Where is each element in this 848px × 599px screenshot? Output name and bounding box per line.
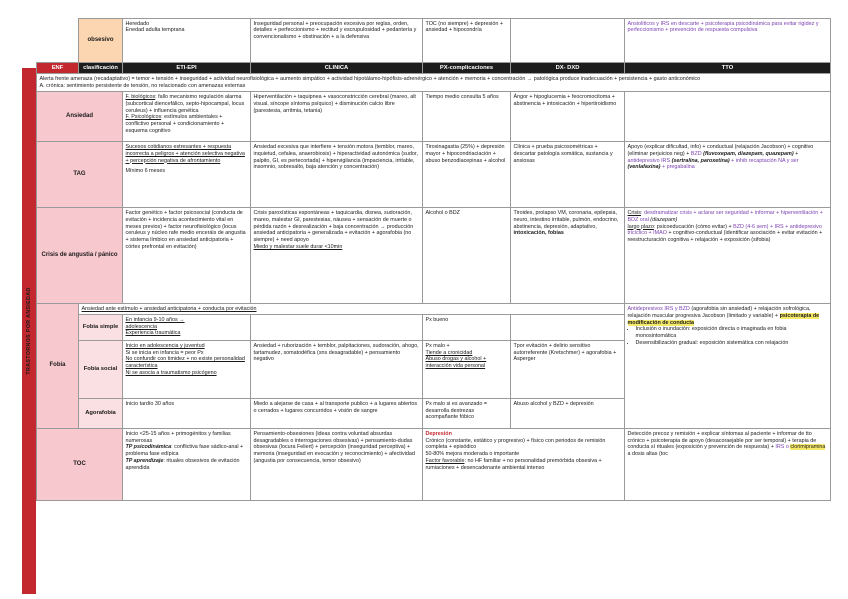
etiology-line: incorrecta a peligros + atención selectiva negativa + percepción negativa de afrontamiento (125, 150, 245, 164)
treatment-list-item: • Desensibilización gradual: exposición sistemática con relajación (636, 340, 828, 347)
treatment-title: Crisis (627, 209, 641, 216)
differential-obsesivo (511, 19, 625, 63)
complications-text: Tiende a cronicidad (425, 349, 473, 356)
treatment-text: Apoyo (explicar dificultad, info) + conductual (relajación Jacobson) + cognitivo (eliminar perjuicios neg) + (627, 143, 814, 157)
etiology-ansiedad (123, 92, 251, 142)
clinical-crisis (251, 208, 423, 304)
clinical-fobia-simple (251, 315, 423, 341)
treatment-drug-names: (venlafaxina) (627, 164, 661, 171)
treatment-drug: antidepresivo IRS (627, 157, 671, 164)
etiology-toc (123, 429, 251, 501)
row-ansiedad (37, 92, 831, 142)
etiology-line: Heredado (125, 20, 150, 27)
etiology-text: : fallo mecanismo regulación alarma (subcortical diencefálico, septo-hipocampal, locus ceruleus) + influencia genética (125, 93, 245, 114)
clinical-agorafobia: Miedo a alejarse de casa + al transporte publico + a lugares abiertos o cerrados + lugares concurridos + visión de sangre (251, 399, 423, 429)
etiology-duration: Mínimo 6 meses (125, 168, 166, 175)
treatment-text: + cognitivo-conductual (identificar asociación + evitar evitación + reestructuración cognitiva + relajación + exposición (sifobia) (627, 230, 823, 244)
complications-text: 50-80% mejora moderada o importante (425, 451, 520, 458)
header-tratamiento: TTO (625, 63, 831, 74)
label-fobia-simple: Fobia simple (79, 315, 123, 341)
intro-line-1: Alerta frente amenaza (recadaptativo) = temor + tensión + inseguridad + actividad neurofisiológica + aumento simpático + actividad hipotálamo-hipófisis-adrenérgico + atención + memoria + concentración → patológica produce inadecuación + persistencia + gasto anticonómico (39, 75, 701, 82)
treatment-drug: pregabalina (666, 164, 695, 171)
row-crisis (37, 208, 831, 304)
treatment-toc (625, 429, 831, 501)
treatment-text: a dosis altas (toc (627, 451, 668, 458)
treatment-obsesivo: Ansiolíticos y IRS en descarte + psicoterapia psicodinámica para evitar rigidez y perfeccionismo + prevención de respuesta compulsiva (625, 19, 831, 63)
treatment-drug: IRS o (775, 444, 791, 451)
etiology-line: Inicio en adolescencia y juventud (125, 342, 205, 349)
differential-crisis (511, 208, 625, 304)
treatment-drug: BZD (679, 305, 690, 312)
etiology-line: adolescencia (125, 323, 157, 330)
treatment-ansiedad (625, 92, 831, 142)
complications-fobia-simple: Px bueno (423, 315, 511, 341)
treatment-title: largo plazo (627, 223, 654, 230)
treatment-drug-names: (sertralina, paroxetina) (671, 157, 730, 164)
treatment-text: seguridad + informar + hiperventilación (725, 209, 819, 216)
etiology-line: Ni se asocia a traumatismo psicógeno (125, 370, 217, 377)
treatment-drug: BDZ oral (627, 216, 649, 223)
treatment-text: Detección precoz y remisión + explicar síntomas al paciente + informar de tto crónico + psicoterapia de apoyo (desacoraejable por ser temporal) + terapia de conducta sí rituales (exposición y prevención de respuesta) + (627, 430, 817, 451)
header-etiologia: ETI-EPI (123, 63, 251, 74)
complications-title: Factor favorable (425, 458, 465, 465)
treatment-drug: inhib recaptación NA y ser (735, 157, 799, 164)
complications-tag: Tiroxinagastia (25%) + depresión mayor + hipocondriaciación + abuso benzodiacepinas + alcohol (423, 142, 511, 208)
fobia-intro (79, 304, 625, 315)
clinical-duration: Miedo y malestar suele durar <10min (253, 244, 343, 251)
etiology-line: Si se inicia en infancia = peor Px (125, 349, 204, 356)
etiology-title: TP aprendizaje (125, 458, 164, 465)
complications-toc (423, 429, 625, 501)
label-agorafobia: Agorafobia (79, 399, 123, 429)
label-tag: TAG (37, 142, 123, 208)
etiology-crisis: Factor genético + factor psicosocial (conducta de evitación + incidencia acontecimiento vital en meses previos) + factor neurofisiológico (locus ceruleus y núcleo rafe medio enceráis de angustia + sistema límbico en ansiedad anticipatoria + córtex prefrontal en evitación) (123, 208, 251, 304)
row-intro (37, 74, 831, 92)
etiology-title: TP psicodinámica (125, 444, 172, 451)
etiology-fobia-simple (123, 315, 251, 341)
label-crisis: Crisis de angustia / pánico (37, 208, 123, 304)
differential-tag: Clínica + prueba psicosométricas + descartar patología somática, sustancia y ansiosas (511, 142, 625, 208)
complications-highlight: Depresión (425, 430, 452, 437)
treatment-text: + (660, 164, 667, 171)
header-diagnostico: DX- DXD (511, 63, 625, 74)
header-clinica: CLINICA (251, 63, 423, 74)
differential-fobia-simple (511, 315, 625, 341)
etiology-line: No confundir con timidez + no existe personalidad característica (125, 356, 245, 370)
class-obsesivo: obsesivo (79, 19, 123, 63)
treatment-text: : desdramatizar crisis + aclarar ser (640, 209, 724, 216)
complications-text: Crónico (constante, estático y progresivo) + físico con periodos de remisión completa + episódico (425, 437, 606, 451)
intro-line-2: A. crónica: sentimiento persistente de tensión, no relacionado con amenazas externas (39, 82, 246, 89)
etiology-line: Sucesos cotidianos estresantes + respuesta (125, 143, 232, 150)
treatment-crisis (625, 208, 831, 304)
etiology-tag (123, 142, 251, 208)
clinical-toc: Pensamiento-obsesiones (ideas contra voluntad absurdas desagradables o interrogaciones obsesivas) + pensamiento-dudas obsesivas (locura Feliert) + percepción (inseguridad perceptiva) + memoria (inseguridad en evocación y reconocimiento) + afectividad (angustia por consecuencia, temor obsesivo) (251, 429, 423, 501)
treatment-drug: + antidepresivo tricíclico + IMAO (627, 223, 822, 237)
complications-text: : no HF familiar + no personalidad premórbida obsesiva + rumiaciones + desencadenante ambiental intenso (425, 458, 602, 472)
differential-text-bold: intoxicación, fobias (513, 230, 564, 237)
treatment-fobia (625, 304, 831, 429)
differential-ansiedad: Ángor + hipoglucemia + feocromocitoma + abstinencia + intoxicación + hipertiroidismo (511, 92, 625, 142)
complications-agorafobia: Px malo si es avanzado = desarrolla destrezas acompañante fóbico (423, 399, 511, 429)
treatment-drug: BZD (4-6 sem) (733, 223, 769, 230)
complications-ansiedad: Tiempo medio consulta 5 años (423, 92, 511, 142)
etiology-line: En infancia 9-10 años → (125, 316, 185, 323)
differential-fobia-social: Tpor evitación + delirio sensitivo autorreferente (Kretschmer) + agorafobia + Asperger (511, 341, 625, 399)
etiology-text: : rituales obsesivos de evitación aprendida (125, 458, 240, 472)
complications-crisis: Alcohol o BDZ (423, 208, 511, 304)
fobia-intro-text: Ansiedad ante estímulo + ansiedad anticipatoria + conducta por evitación (81, 305, 257, 312)
treatment-text: (agorafobia sin ansiedad) + relajación sofrológica, relajación muscular progresiva Jacobson (limitado y variable) + (627, 305, 811, 319)
complications-fobia-social (423, 341, 511, 399)
header-row (37, 63, 831, 74)
row-fobia-intro (37, 304, 831, 315)
etiology-line: Enedad adulta temprana (125, 27, 185, 34)
header-enf: ENF (37, 63, 79, 74)
clinical-ansiedad: Hiperventilación + taquipnea + vasoconstricción cerebral (mareo, alt visual, síncope síntoma psíquico) + disminución calcio libre (parestesia, arritmia, tetania) (251, 92, 423, 142)
treatment-text: + (729, 157, 736, 164)
clinical-text: Crisis paroxísticas espontáneas + taquicardia, disnea, sudoración, mareo, malestar GI, parestesias, náusea + sensación de muerte o pérdida razón + desrealización + baja concentración → producción ansiedad anticipatoria + generalizada + evitación + agorafobia (no siempre) + need apoyo (253, 209, 414, 244)
header-clasificacion: clasificación (79, 63, 123, 74)
etiology-text: Inicio <25-15 años + primogénitos y familias numerosas (125, 430, 231, 444)
treatment-drug-names: (diazepam) (650, 216, 678, 223)
etiology-fobia-social (123, 341, 251, 399)
clinical-obsesivo: Inseguridad personal + preocupación excesiva por reglas, orden, detalles + perfeccionismo + rectitud y escrupulosidad + pedantería y convencionalismo + obstinación + a la defensiva (251, 19, 423, 63)
etiology-title: F. biológicos (125, 93, 156, 100)
notes-table (36, 18, 831, 501)
label-ansiedad: Ansiedad (37, 92, 123, 142)
treatment-highlight: psicoterapia de modificación de conducta (627, 312, 820, 326)
row-obsesivo (37, 19, 831, 63)
treatment-drug: BZD (690, 150, 702, 157)
intro-text (37, 74, 831, 92)
treatment-drug: Antidepresivos IRS y (627, 305, 680, 312)
sidebar-label: TRASTORNOS POR ANSIEDAD (26, 287, 32, 375)
row-toc (37, 429, 831, 501)
treatment-drug-names: (fluvoxepam, diazepam, quazepam) (703, 150, 794, 157)
treatment-drug: + IRS (768, 223, 784, 230)
differential-text: Tiroides, prolapso VM, coronaria, epilepsia, neuro, intestino irritable, pulmón, endocrino, abstinencia, depresión, adaptativo, (513, 209, 619, 230)
row-tag (37, 142, 831, 208)
complications-text: Abuso drogas y alcohol + interacción vida personal (425, 356, 487, 370)
label-fobia-social: Fobia social (79, 341, 123, 399)
differential-agorafobia: Abuso alcohol y BZD + depresión (511, 399, 625, 429)
complications-text: Px malo + (425, 342, 450, 349)
clinical-tag: Ansiedad excesiva que interfiere + tensión motora (temblor, mareo, inquietud, cefalea, anaerobiosis) + hiperactividad autonómica (sudor, palpito, GI, es pertecortada) + hipervigilancia (impaciencia, irritable, insomnio, sobresalto, baja atención y concentración) (251, 142, 423, 208)
etiology-title: F. Psicológicos (125, 114, 162, 121)
label-fobia: Fobia (37, 304, 79, 429)
treatment-text: + (793, 150, 799, 157)
label-toc: TOC (37, 429, 123, 501)
etiology-line: Experiencia traumática (125, 330, 181, 337)
treatment-text: : psicoeducación (cómo evitar) + (653, 223, 734, 230)
sidebar-category (22, 68, 36, 594)
etiology-agorafobia: Inicio tardío 30 años (123, 399, 251, 429)
treatment-list (628, 326, 828, 347)
treatment-list-item: • Inclusión o inundación: exposición directa o imaginada en fobia monosintomática (636, 326, 828, 340)
etiology-text: : conflictiva fase sádico-anal + problema fase edípica (125, 444, 244, 458)
cell-empty (37, 19, 79, 63)
treatment-highlight: clorimipramina (790, 444, 826, 451)
treatment-text: + (818, 209, 823, 216)
clinical-fobia-social: Ansiedad + ruborización + temblor, palpitaciones, sudoración, ahogo, tartamudez, somatodéfica (sns desagradable) + pensamiento negativo (251, 341, 423, 399)
complications-obsesivo: TOC (no siempre) + depresión + ansiedad + hipocondría (423, 19, 511, 63)
treatment-tag (625, 142, 831, 208)
etiology-obsesivo (123, 19, 251, 63)
header-complicaciones: PX-complicaciones (423, 63, 511, 74)
etiology-text: : estímulos ambientales + conflictivo personal + condicionamiento + esquema cognitivo (125, 114, 225, 135)
